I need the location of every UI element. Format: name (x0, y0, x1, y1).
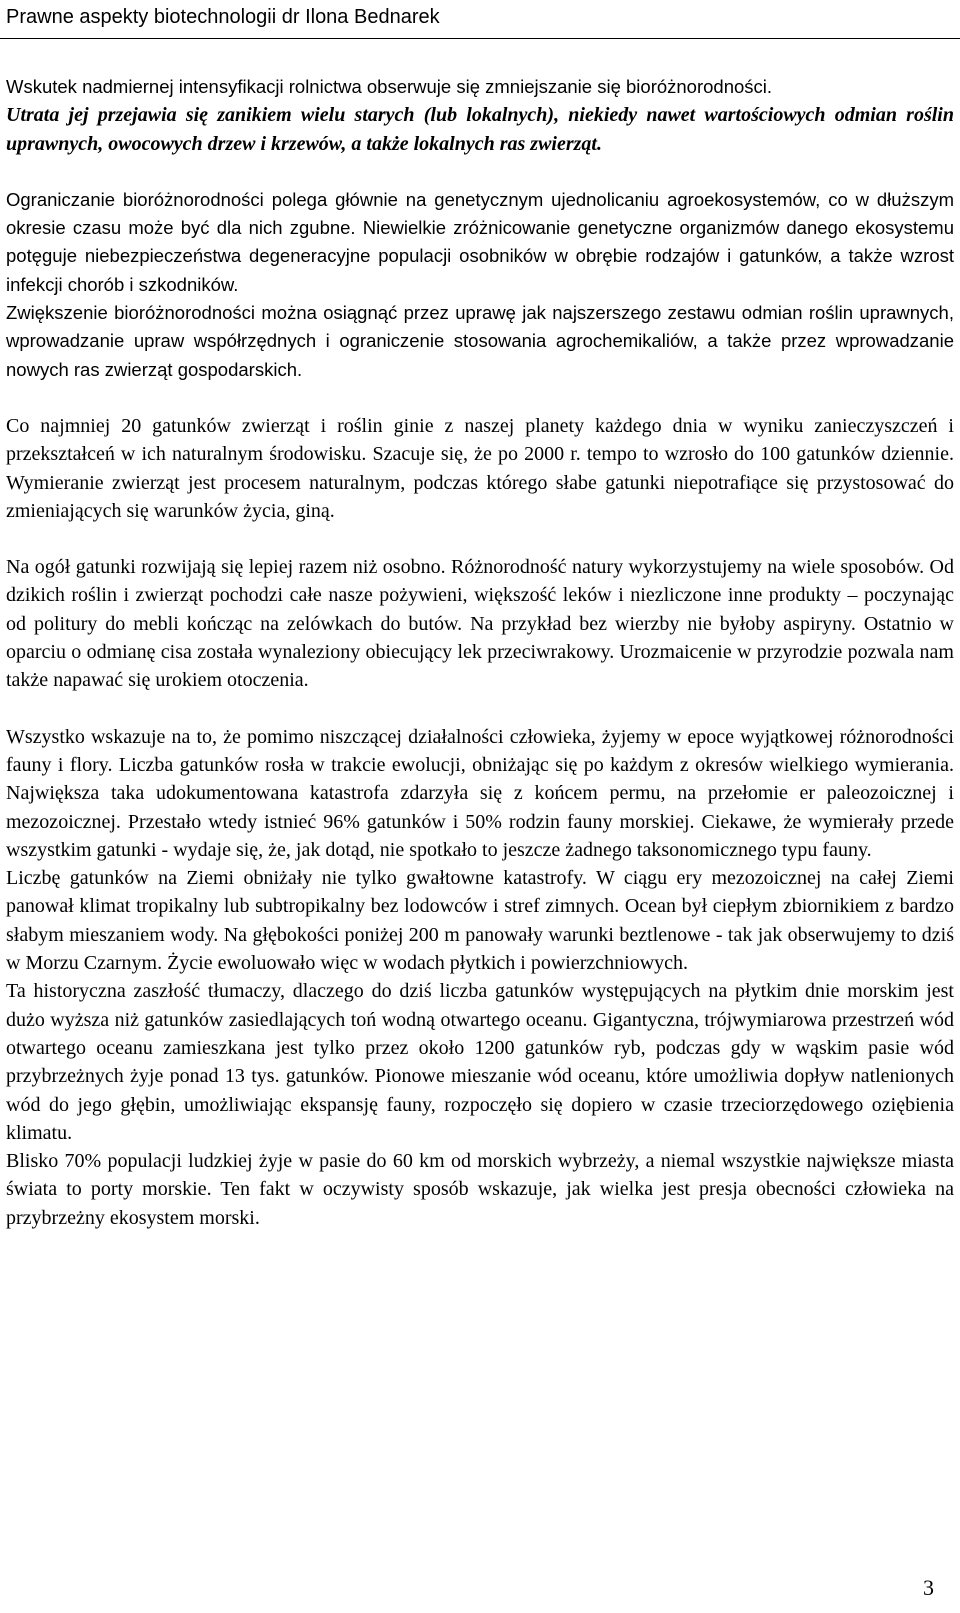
paragraph-epoch-diversity: Wszystko wskazuje na to, że pomimo niszczącej działalności człowieka, żyjemy w epoce wyjątkowej różnorodności fauny i flory. Liczba gatunków rosła w trakcie ewolucji, obniżając się po każdym z okresów wielkiego wymierania. Największa taka udokumentowana katastrofa zdarzyła się z końcem permu, na przełomie er paleozoicznej i mezozoicznej. Przestało wtedy istnieć 96% gatunków i 50% rodzin fauny morskiej. Ciekawe, że wymierały przede wszystkim gatunki - wydaje się, że, jak dotąd, nie spotkało to jeszcze żadnego taksonomicznego typu fauny. (6, 725, 954, 861)
header-divider (0, 38, 960, 39)
paragraph-mesozoic-climate: Liczbę gatunków na Ziemi obniżały nie tylko gwałtowne katastrofy. W ciągu ery mezozoicznej na całej Ziemi panował klimat tropikalny lub subtropikalny bez lodowców i stref zimnych. Ocean był ciepłym zbiornikiem z bardzo słabym mieszaniem wody. Na głębokości poniżej 200 m panowały warunki beztlenowe - tak jak obserwujemy to dziś w Morzu Czarnym. Życie ewoluowało więc w wodach płytkich i powierzchniowych. (6, 867, 954, 975)
page-number: 3 (923, 1575, 934, 1600)
paragraph-nature-uses: Na ogół gatunki rozwijają się lepiej razem niż osobno. Różnorodność natury wykorzystujemy na wiele sposobów. Od dzikich roślin i zwierząt pochodzi całe nasze pożywieni, większość leków i niezliczone inne produkty – poczynając od politury do mebli kończąc na zelówkach do butów. Na przykład bez wierzby nie byłoby aspiryny. Ostatnio w oparciu o odmianę cisa została wynaleziony obiecujący lek przeciwrakowy. Urozmaicenie w przyrodzie pozwala nam także napawać się urokiem otoczenia. (6, 556, 954, 692)
paragraph-loss-of-varieties: Utrata jej przejawia się zanikiem wielu starych (lub lokalnych), niekiedy nawet wartościowych odmian roślin uprawnych, owocowych drzew i krzewów, a także lokalnych ras zwierząt. (6, 104, 954, 155)
paragraph-species-extinction-rate: Co najmniej 20 gatunków zwierząt i roślin ginie z naszej planety każdego dnia w wyniku zanieczyszczeń i przekształceń w ich naturalnym środowisku. Szacuje się, że po 2000 r. tempo to wzrosło do 100 gatunków dziennie. Wymieranie zwierząt jest procesem naturalnym, podczas którego słabe gatunki niepotrafiące się przystosować do zmieniających się warunków życia, giną. (6, 414, 954, 522)
page-header-title: Prawne aspekty biotechnologii dr Ilona Bednarek (6, 6, 440, 28)
paragraph-intensification: Wskutek nadmiernej intensyfikacji rolnictwa obserwuje się zmniejszanie się bioróżnorodności. (6, 76, 773, 97)
paragraph-limiting-biodiversity: Ograniczanie bioróżnorodności polega głównie na genetycznym ujednolicaniu agroekosystemów, co w dłuższym okresie czasu może być dla nich zgubne. Niewielkie zróżnicowanie genetyczne organizmów danego ekosystemu potęguje niebezpieczeństwa degeneracyjne populacji osobników w obrębie rodzajów i gatunków, a także wzrost infekcji chorób i szkodników. (6, 188, 954, 295)
document-body (6, 73, 954, 1232)
paragraph-increasing-biodiversity: Zwiększenie bioróżnorodności można osiągnąć przez uprawę jak najszerszego zestawu odmian roślin uprawnych, wprowadzanie upraw współrzędnych i ograniczenie stosowania agrochemikaliów, a także przez wprowadzanie nowych ras zwierząt gospodarskich. (6, 302, 954, 380)
paragraph-coastal-population: Blisko 70% populacji ludzkiej żyje w pasie do 60 km od morskich wybrzeży, a niemal wszystkie największe miasta świata to porty morskie. Ten fakt w oczywisty sposób wskazuje, jak wielka jest presja obecności człowieka na przybrzeżny ekosystem morski. (6, 1150, 954, 1229)
paragraph-ocean-species: Ta historyczna zaszłość tłumaczy, dlaczego do dziś liczba gatunków występujących na płytkim dnie morskim jest dużo wyższa niż gatunków zasiedlających toń wodną otwartego oceanu. Gigantyczna, trójwymiarowa przestrzeń wód otwartego oceanu zamieszkana jest tylko przez około 1200 gatunków ryb, podczas gdy w wąskim pasie wód przybrzeżnych żyje ponad 13 tys. gatunków. Pionowe mieszanie wód oceanu, które umożliwia dopływ natlenionych wód do jego głębin, umożliwiając ekspansję fauny, rozpoczęło się dopiero w czasie trzeciorzędowego oziębienia klimatu. (6, 980, 954, 1144)
